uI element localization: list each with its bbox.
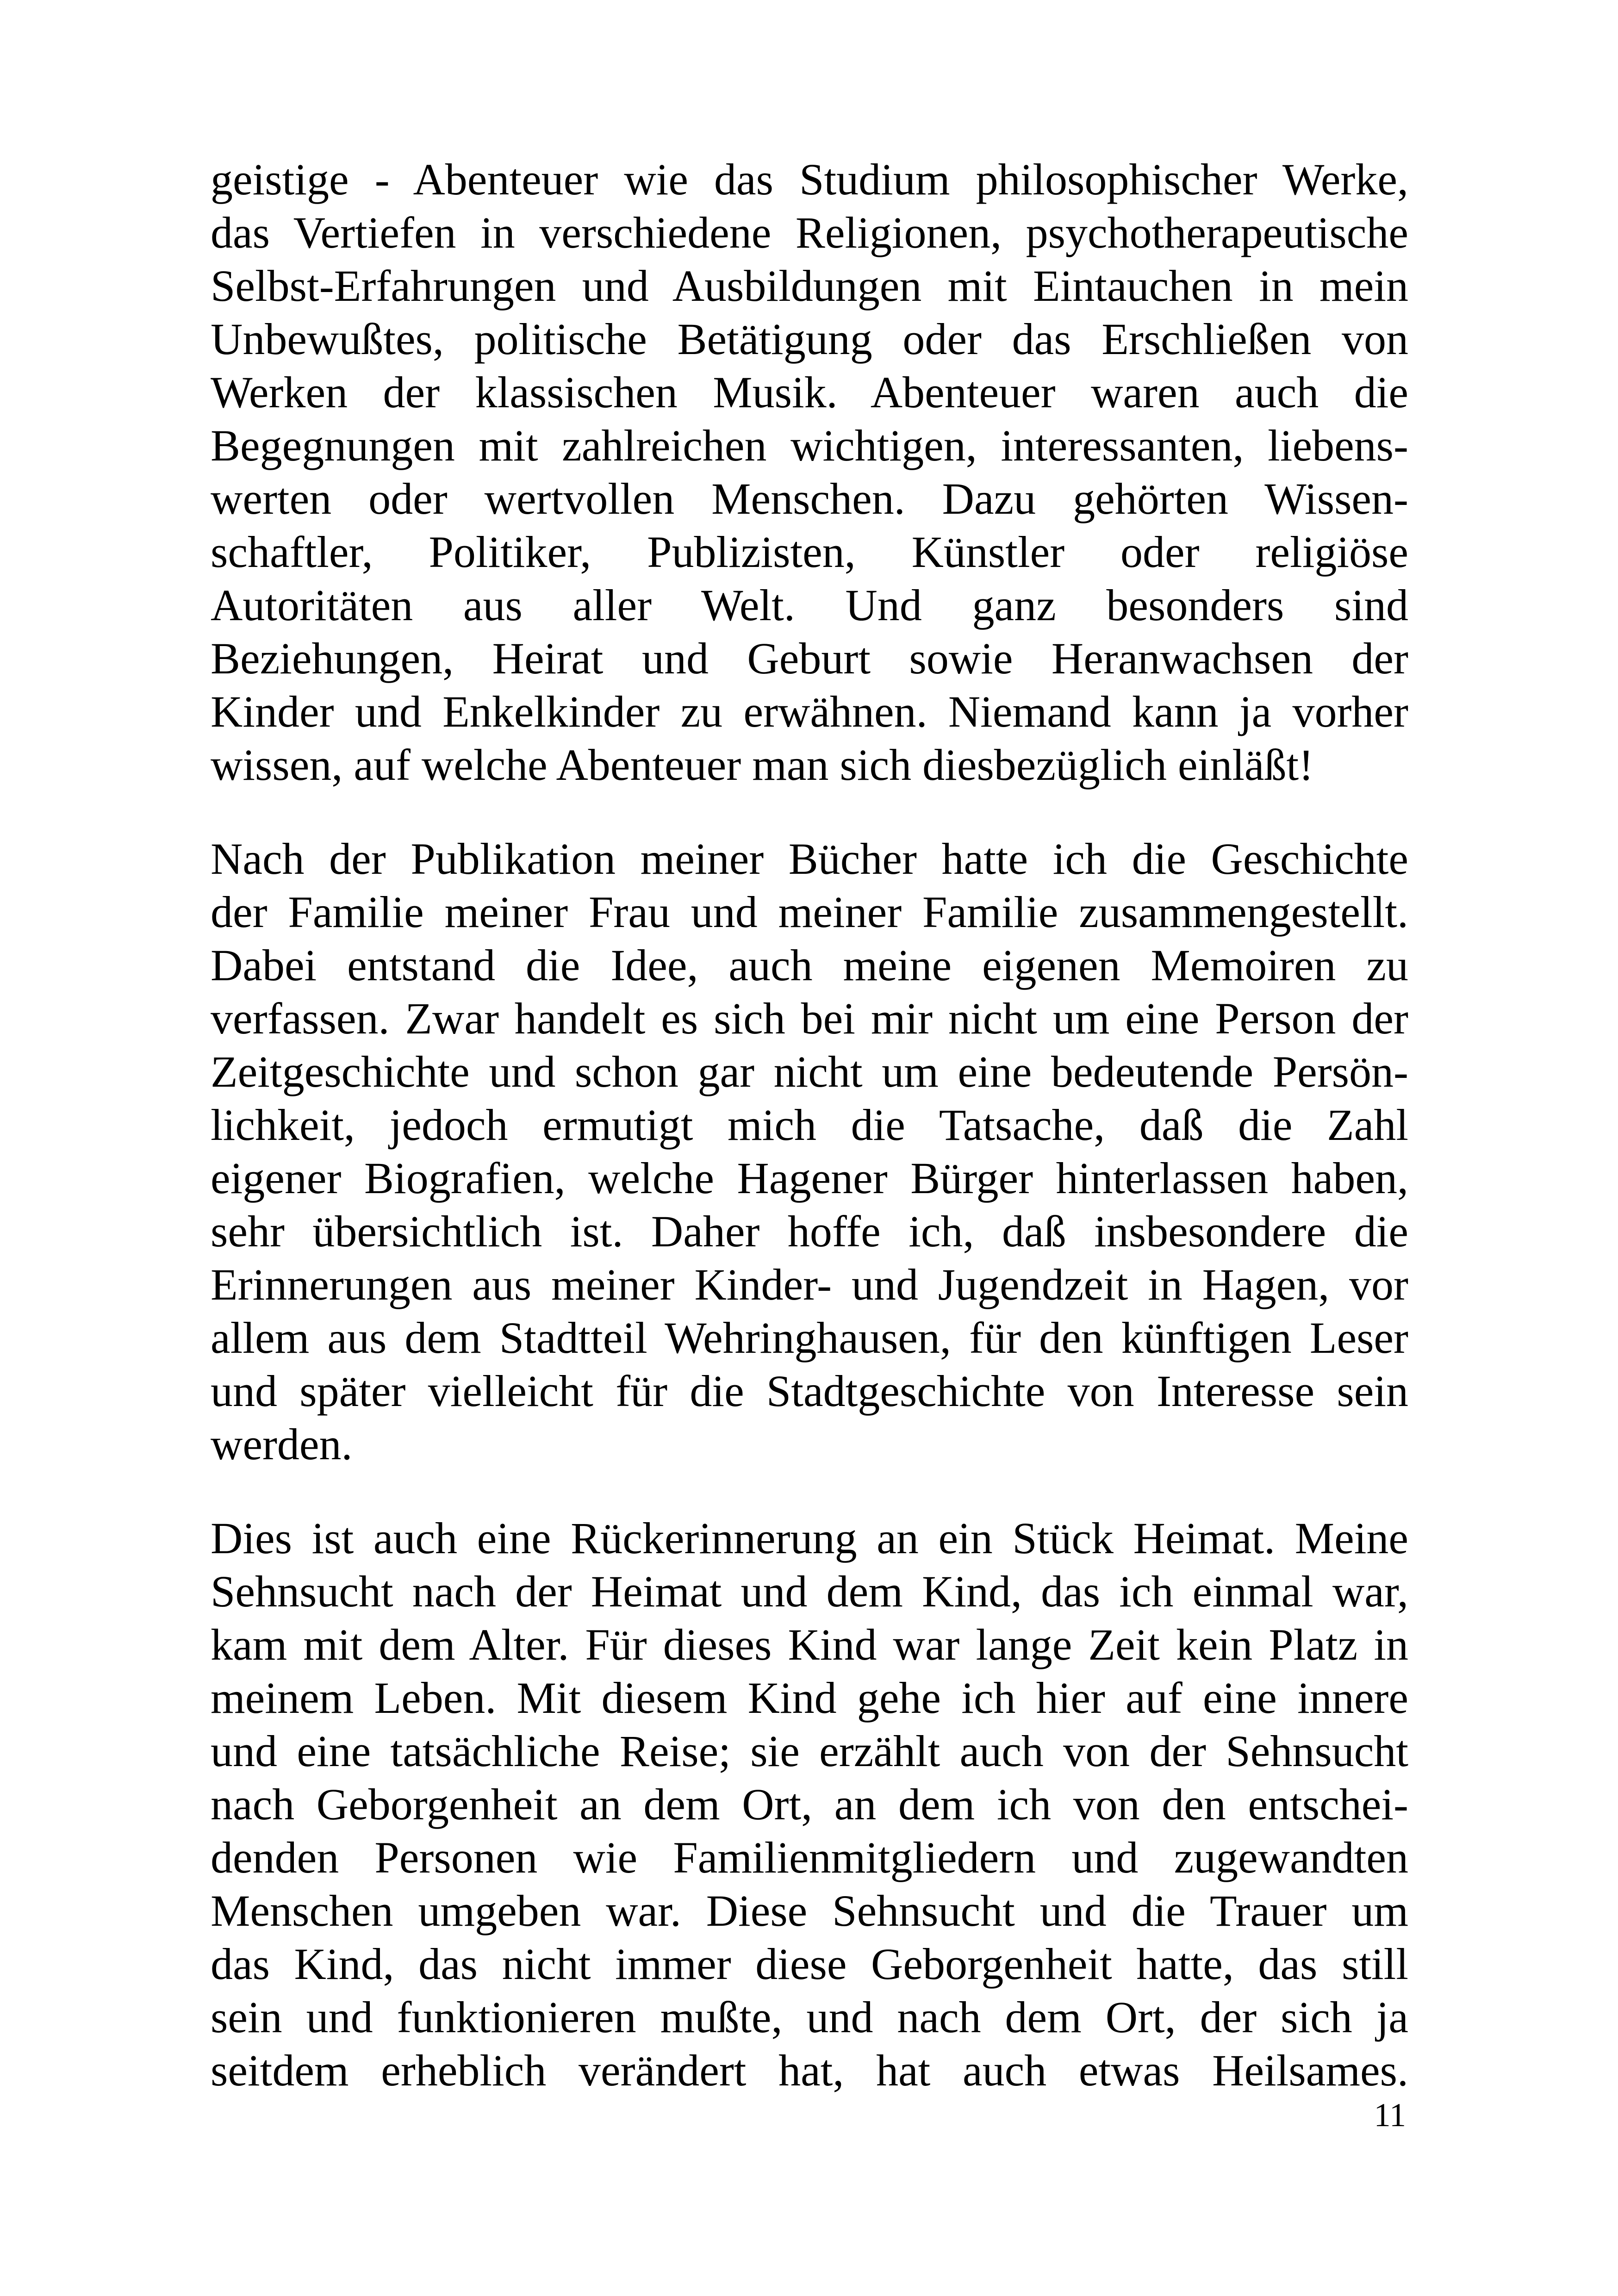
text-line: kam mit dem Alter. Für dieses Kind war lange Zeit kein Platz in bbox=[211, 1620, 1408, 1669]
text-line: werten oder wertvollen Menschen. Dazu gehörten Wissen- bbox=[211, 474, 1408, 523]
text-line: Unbewußtes, politische Betätigung oder das Erschließen von bbox=[211, 314, 1408, 364]
text-line: Dabei entstand die Idee, auch meine eigenen Memoiren zu bbox=[211, 940, 1408, 990]
text-line: das Kind, das nicht immer diese Geborgenheit hatte, das still bbox=[211, 1939, 1408, 1989]
text-line: eigener Biografien, welche Hagener Bürger hinterlassen haben, bbox=[211, 1153, 1408, 1203]
text-line: Autoritäten aus aller Welt. Und ganz besonders sind bbox=[211, 580, 1408, 630]
text-line: Kinder und Enkelkinder zu erwähnen. Niemand kann ja vorher bbox=[211, 687, 1408, 736]
text-line: lichkeit, jedoch ermutigt mich die Tatsache, daß die Zahl bbox=[211, 1100, 1408, 1150]
text-line: schaftler, Politiker, Publizisten, Künstler oder religiöse bbox=[211, 527, 1408, 577]
text-line: denden Personen wie Familienmitgliedern und zugewandten bbox=[211, 1833, 1408, 1882]
text-line: werden. bbox=[211, 1419, 353, 1469]
text-line: sein und funktionieren mußte, und nach dem Ort, der sich ja bbox=[211, 1992, 1408, 2042]
text-line: und eine tatsächliche Reise; sie erzählt auch von der Sehnsucht bbox=[211, 1726, 1408, 1776]
text-line: verfassen. Zwar handelt es sich bei mir nicht um eine Person der bbox=[211, 994, 1408, 1043]
body-text bbox=[211, 153, 1408, 2138]
text-line: Dies ist auch eine Rückerinnerung an ein Stück Heimat. Meine bbox=[211, 1513, 1408, 1563]
text-line: Sehnsucht nach der Heimat und dem Kind, das ich einmal war, bbox=[211, 1567, 1408, 1616]
text-line: meinem Leben. Mit diesem Kind gehe ich hier auf eine innere bbox=[211, 1673, 1408, 1723]
paragraph-3 bbox=[211, 1512, 1408, 2097]
text-line: Selbst-Erfahrungen und Ausbildungen mit Eintauchen in mein bbox=[211, 261, 1408, 311]
text-line: Begegnungen mit zahlreichen wichtigen, interessanten, liebens- bbox=[211, 421, 1408, 470]
text-line: Menschen umgeben war. Diese Sehnsucht und die Trauer um bbox=[211, 1886, 1408, 1935]
text-line: der Familie meiner Frau und meiner Familie zusammengestellt. bbox=[211, 887, 1408, 937]
text-line: allem aus dem Stadtteil Wehringhausen, für den künftigen Leser bbox=[211, 1313, 1408, 1363]
text-line: nach Geborgenheit an dem Ort, an dem ich von den entschei- bbox=[211, 1780, 1408, 1829]
text-line: das Vertiefen in verschiedene Religionen, psychotherapeutische bbox=[211, 208, 1408, 257]
text-line: sehr übersichtlich ist. Daher hoffe ich, daß insbesondere die bbox=[211, 1207, 1408, 1256]
text-line: seitdem erheblich verändert hat, hat auch etwas Heilsames. bbox=[211, 2046, 1408, 2095]
paragraph-1 bbox=[211, 153, 1408, 791]
text-line: Erinnerungen aus meiner Kinder- und Jugendzeit in Hagen, vor bbox=[211, 1260, 1408, 1309]
page-number: 11 bbox=[1374, 2097, 1406, 2134]
text-line: Nach der Publikation meiner Bücher hatte ich die Geschichte bbox=[211, 834, 1408, 884]
text-line: Beziehungen, Heirat und Geburt sowie Heranwachsen der bbox=[211, 634, 1408, 683]
text-line: und später vielleicht für die Stadtgeschichte von Interesse sein bbox=[211, 1366, 1408, 1416]
paragraph-2 bbox=[211, 832, 1408, 1471]
text-line: Werken der klassischen Musik. Abenteuer waren auch die bbox=[211, 367, 1408, 417]
text-line: Zeitgeschichte und schon gar nicht um eine bedeutende Persön- bbox=[211, 1047, 1408, 1096]
text-line: geistige - Abenteuer wie das Studium philosophischer Werke, bbox=[211, 155, 1408, 204]
text-line: wissen, auf welche Abenteuer man sich diesbezüglich einläßt! bbox=[211, 740, 1314, 790]
